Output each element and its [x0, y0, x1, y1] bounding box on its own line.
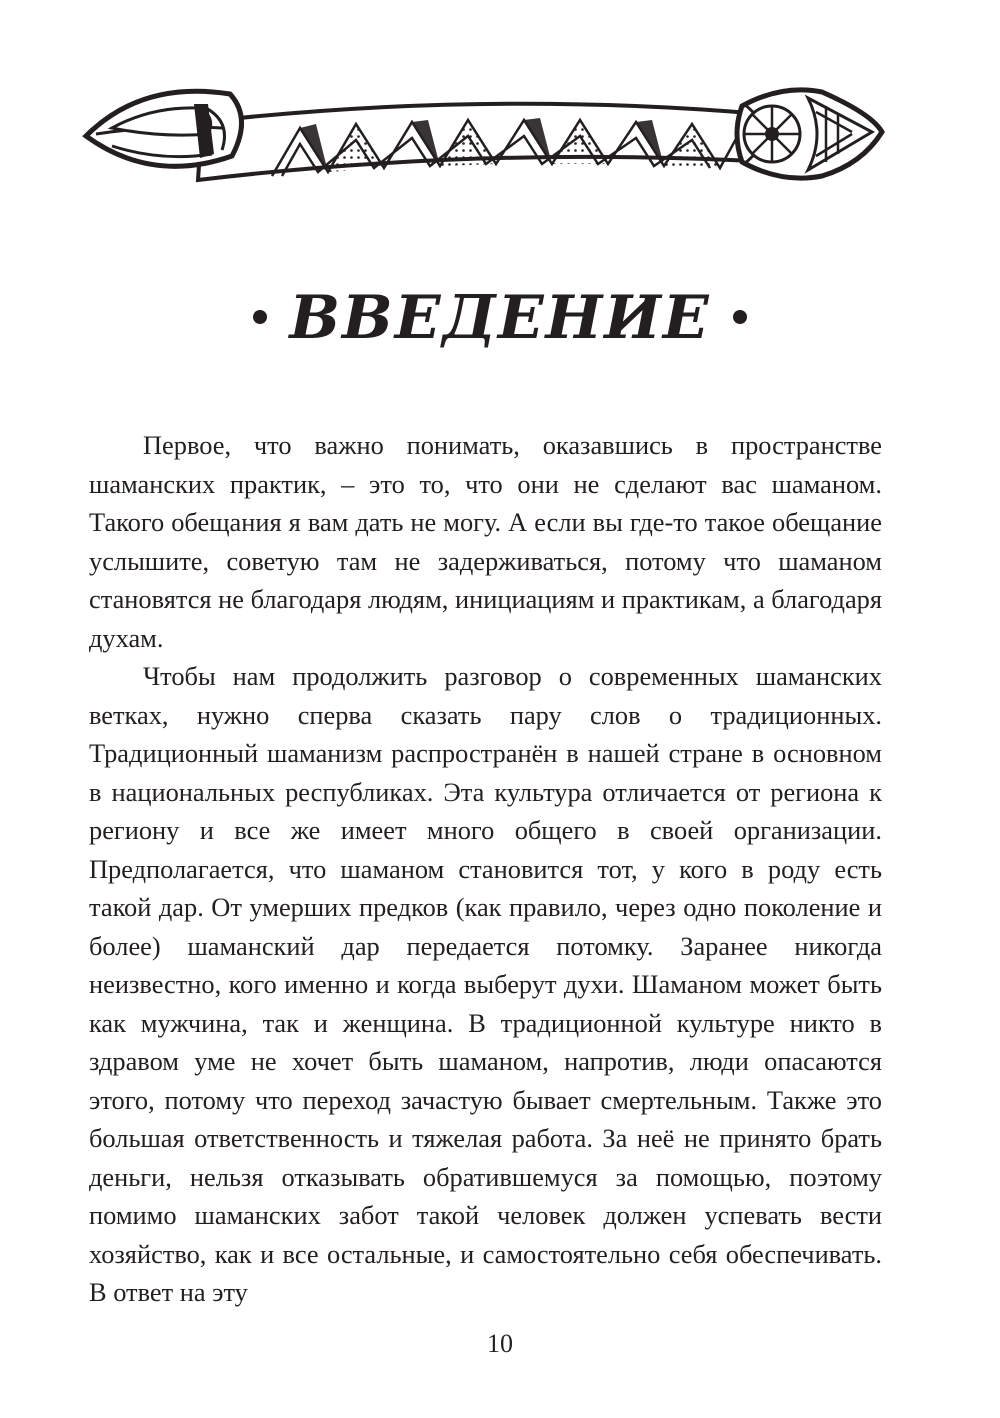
feather-arrow-ornament-icon: [82, 84, 886, 194]
chapter-title-text: ВВЕДЕНИЕ: [289, 283, 711, 353]
body-text: [89, 426, 882, 1312]
bullet-right-icon: [733, 310, 747, 324]
paragraph: Чтобы нам продолжить разговор о современных шаманских ветках, нужно сперва сказать пару слов о традиционных. Традиционный шаманизм распространён в нашей стране в основном в национальных республиках. Эта культура отличается от региона к региону и все же имеет много общего в своей организации. Предполагается, что шаманом становится тот, у кого в роду есть такой дар. От умерших предков (как правило, через одно поколение и более) шаманский дар передается потомку. Заранее никогда неизвестно, кого именно и когда выберут духи. Шаманом может быть как мужчина, так и женщина. В традиционной культуре никто в здравом уме не хочет быть шаманом, напротив, люди опасаются этого, потому что переход зачастую бывает смертельным. Также это большая ответственность и тяжелая работа. За неё не принято брать деньги, нельзя отказывать обратившемуся за помощью, поэтому помимо шаманских забот такой человек должен успевать вести хозяйство, как и все остальные, и самостоятельно себя обеспечивать. В ответ на эту: [89, 661, 882, 1307]
chapter-title: [0, 278, 1000, 358]
page-number: 10: [487, 1329, 513, 1358]
paragraph: Первое, что важно понимать, оказавшись в пространстве шаманских практик, – это то, что они не сделают вас шаманом. Такого обещания я вам дать не могу. А если вы где-то такое обещание услышите, советую там не задерживаться, потому что шаманом становятся не благодаря людям, инициациям и практикам, а благодаря духам.: [89, 430, 882, 653]
bullet-left-icon: [253, 310, 267, 324]
